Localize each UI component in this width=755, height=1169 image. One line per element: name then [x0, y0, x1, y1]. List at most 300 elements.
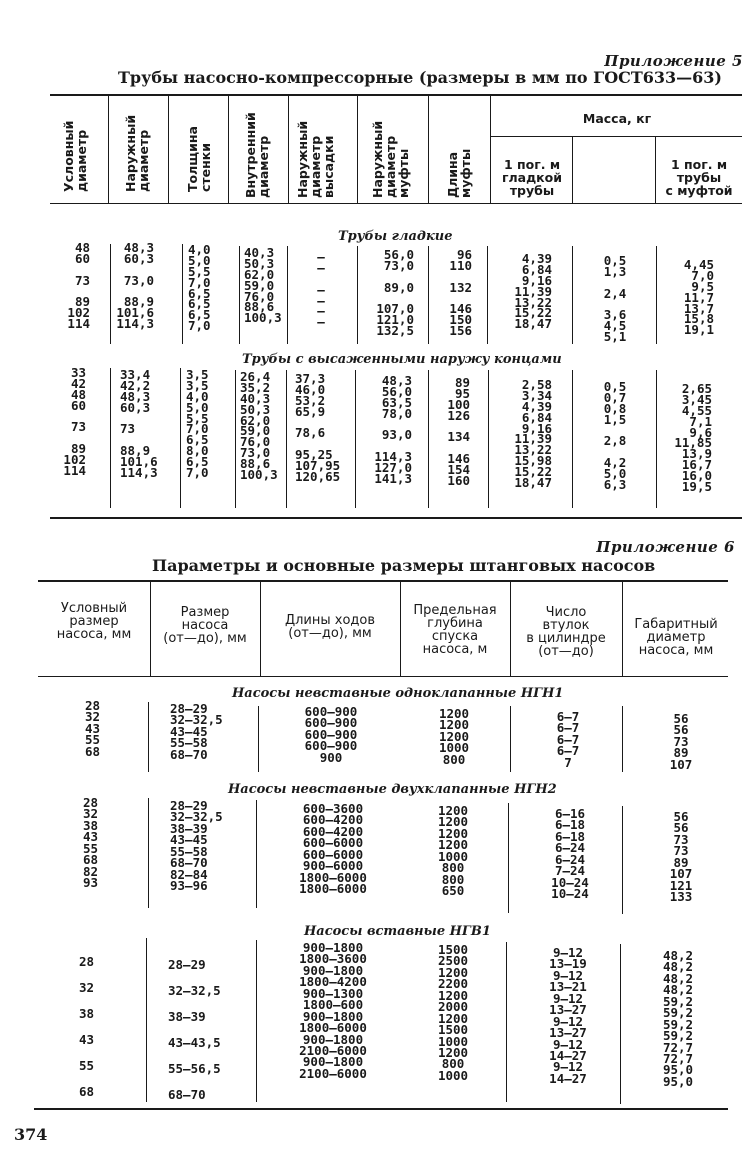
table-cell: 56,0 — [381, 383, 412, 399]
table-cell: 53,2 — [295, 392, 326, 408]
ngn2-col-depth — [410, 805, 496, 897]
table-cell: 48,2 — [662, 982, 694, 998]
table-cell: 114 — [63, 463, 86, 479]
t2-data-vline — [148, 798, 149, 908]
table-cell: 89 — [673, 745, 689, 761]
ngn2-col-stroke — [270, 803, 396, 895]
t2-header-nominal-size: Условный размер насоса, мм — [56, 601, 132, 642]
table-cell: 1800—6000 — [299, 881, 367, 897]
ngn1-col-outer — [646, 713, 716, 770]
table-cell: 48 — [74, 240, 90, 255]
header-mass-coupled: 1 пог. м трубы с муфтой — [665, 157, 733, 198]
table-cell: 1000 — [438, 740, 470, 756]
table-cell: 160 — [447, 473, 470, 489]
table-cell: 4,0 — [188, 242, 211, 257]
t1-vline — [490, 96, 491, 203]
table-cell: 9,16 — [521, 420, 552, 436]
t1-vline — [572, 137, 573, 203]
t2-data-vline — [510, 706, 511, 772]
table-cell: 62,0 — [240, 412, 271, 428]
table-cell: 13,22 — [514, 294, 552, 310]
table-cell: 13—21 — [549, 979, 587, 995]
table-cell: 6—7 — [556, 709, 580, 724]
table-cell: 5,5 — [188, 263, 211, 279]
table-cell: 6—18 — [554, 828, 586, 844]
table-cell: 133 — [669, 889, 693, 905]
table-cell: 56 — [673, 820, 689, 836]
smooth-col-coupling-mass — [590, 253, 640, 345]
t2-vline — [150, 582, 151, 676]
table-cell: 6—24 — [554, 851, 586, 867]
table-cell: 0,8 — [603, 400, 627, 416]
table-cell: — — [317, 292, 325, 308]
table-cell: 102 — [67, 305, 90, 321]
table-cell: 35,2 — [240, 379, 271, 395]
table-cell: 15,98 — [514, 453, 552, 469]
table-cell: 13,22 — [514, 442, 552, 458]
t2-data-vline — [256, 940, 257, 1102]
t1-data-vline — [488, 370, 489, 508]
table-cell: 9—12 — [552, 1013, 584, 1029]
table-cell: 1200 — [438, 728, 470, 744]
table-cell: 3,5 — [186, 377, 209, 393]
table-cell: 132,5 — [376, 323, 414, 339]
table-cell: 121 — [669, 877, 693, 893]
t1-data-vline — [428, 246, 429, 344]
table-cell: 900—6000 — [302, 858, 364, 874]
table-cell: 73 — [673, 733, 689, 749]
table-cell: 900 — [319, 749, 343, 765]
table1-top-rule — [50, 94, 742, 96]
table-cell: 9,16 — [521, 272, 552, 288]
table-cell: 50,3 — [240, 401, 271, 417]
table-cell: 107 — [669, 866, 693, 882]
table-cell: 3,6 — [603, 307, 627, 323]
ngn2-col-size — [170, 800, 260, 892]
table-cell: 48,2 — [662, 948, 694, 963]
table-cell: 134 — [447, 429, 470, 445]
t2-data-vline — [620, 944, 621, 1104]
table-cell: 2,58 — [521, 377, 552, 392]
table-cell: 28—29 — [168, 957, 206, 972]
table-cell: 1800—6000 — [299, 869, 367, 885]
section-ngv1: Насосы вставные НГВ1 — [304, 924, 491, 939]
table-cell: 114 — [67, 316, 90, 332]
table-cell: 15,22 — [514, 305, 552, 321]
table-cell: 16,0 — [681, 468, 712, 484]
table-cell: 43—45 — [170, 832, 208, 848]
table-cell: 1800—6000 — [299, 1020, 367, 1036]
table-cell: 19,1 — [683, 322, 714, 338]
t2-header-pump-size: Размер насоса (от—до), мм — [163, 605, 247, 646]
section-ngn2: Насосы невставные двухклапанные НГН2 — [228, 782, 557, 797]
table-cell: 42,2 — [120, 377, 151, 393]
table-cell: 141,3 — [374, 471, 412, 487]
table-cell: 73,0 — [123, 272, 154, 288]
table-cell: 10—24 — [551, 886, 589, 902]
table-cell: 100,3 — [240, 467, 278, 483]
table-cell: 2100—6000 — [299, 1065, 367, 1081]
ngv1-col-outer — [642, 950, 714, 1087]
t2-data-vline — [148, 702, 149, 772]
table-cell: 73 — [673, 843, 689, 859]
t1-data-vline — [287, 246, 288, 344]
table-cell: 600—900 — [304, 726, 358, 742]
table2-title: Параметры и основные размеры штанговых насосов — [152, 556, 656, 575]
table-cell: 100 — [447, 396, 470, 412]
table-cell: 1000 — [437, 848, 469, 864]
table-cell: 9,5 — [691, 278, 714, 294]
table-cell: 4,0 — [186, 388, 209, 404]
t2-data-vline — [508, 803, 509, 913]
table-cell: 6,5 — [188, 285, 211, 301]
appendix-6-label: Приложение 6 — [596, 538, 735, 556]
table-cell: 1200 — [437, 825, 469, 841]
table-cell: 82—84 — [170, 866, 208, 882]
smooth-col-coupling-length — [434, 247, 472, 339]
t1-data-vline — [487, 246, 488, 344]
table-cell: 38—39 — [168, 1009, 206, 1025]
table-cell: 43—45 — [170, 723, 208, 739]
table-cell: 48 — [70, 386, 86, 402]
table-cell: 2000 — [437, 999, 469, 1015]
table-cell: 93—96 — [170, 878, 208, 894]
table-cell: 114,3 — [120, 465, 158, 481]
table-cell: 9—12 — [552, 1036, 584, 1052]
table-cell: 42 — [70, 375, 86, 391]
table-cell: 1500 — [437, 1022, 469, 1038]
table-cell: 73 — [74, 272, 90, 288]
table-cell: 48,2 — [662, 970, 694, 986]
table-cell: 55—56,5 — [168, 1061, 221, 1077]
ngv1-col-liners — [528, 947, 608, 1084]
table-cell: 100,3 — [244, 310, 282, 326]
ngv1-col-nominal — [54, 949, 94, 1106]
table-cell: 101,6 — [120, 454, 158, 470]
header-wall: Толщина стенки — [185, 126, 213, 192]
table-cell: 9,6 — [689, 424, 712, 440]
table-cell: 55 — [84, 732, 100, 748]
table-cell: 68 — [78, 1084, 94, 1100]
table-cell: 68—70 — [170, 746, 208, 762]
table-cell: — — [317, 259, 325, 275]
table-cell: 1200 — [437, 1044, 469, 1060]
table-cell: 600—900 — [304, 704, 358, 719]
table-cell: 88,6 — [244, 299, 275, 315]
header-mass: Масса, кг — [582, 111, 652, 126]
t1-vline — [168, 96, 169, 203]
table-cell: 1800—4200 — [299, 974, 367, 990]
table-cell: 56,0 — [383, 247, 414, 262]
table-cell: — — [317, 314, 325, 330]
ngn1-col-liners — [532, 711, 604, 768]
table-cell: 82 — [82, 863, 98, 879]
table-cell: 2500 — [437, 953, 469, 969]
table-cell: 4,39 — [521, 251, 552, 266]
table-cell: 13—19 — [549, 956, 587, 972]
smooth-col-wall — [188, 242, 222, 334]
t1-data-vline — [182, 244, 183, 344]
table-cell: 38 — [82, 817, 98, 833]
table-cell: 26,4 — [240, 369, 271, 384]
ngv1-col-size — [168, 952, 258, 1109]
t2-data-vline — [256, 800, 257, 908]
table-cell: 6—16 — [554, 806, 586, 821]
ngn2-col-outer — [646, 811, 716, 903]
table-cell: 5,1 — [603, 329, 627, 345]
table-cell: 13,7 — [683, 300, 714, 316]
t2-vline — [260, 582, 261, 676]
table-cell: 59,2 — [662, 1028, 694, 1044]
table-cell: 102 — [63, 452, 86, 468]
table-cell: 3,5 — [186, 367, 209, 382]
table-cell: 40,3 — [240, 390, 271, 406]
table-cell: 5,0 — [186, 399, 209, 415]
mass-header-rule — [490, 136, 742, 137]
ngn1-col-depth — [410, 708, 498, 765]
table-cell: 37,3 — [295, 371, 326, 386]
table-cell: 95,0 — [662, 1073, 694, 1089]
table-cell: 73 — [673, 831, 689, 847]
table-cell: 7,0 — [186, 421, 209, 437]
table-cell: 121,0 — [376, 312, 414, 328]
table-cell: 1200 — [438, 706, 470, 721]
table-cell: 8,0 — [186, 443, 209, 459]
table-cell: 63,5 — [381, 394, 412, 410]
table-cell: 28—29 — [170, 701, 208, 716]
table-cell: 95 — [454, 385, 470, 401]
table-cell: 1,3 — [603, 263, 627, 279]
table-cell: 60,3 — [123, 250, 154, 266]
table-cell: 800 — [441, 860, 465, 876]
table-cell: 73,0 — [240, 445, 271, 461]
table1-header-rule — [50, 203, 742, 204]
table-cell: 6,84 — [521, 409, 552, 425]
table-cell: 55 — [78, 1058, 94, 1074]
smooth-col-cond-diam — [60, 240, 90, 332]
table-cell: 1200 — [437, 987, 469, 1003]
table-cell: 68 — [84, 743, 100, 759]
upset-col-inner-diam — [240, 369, 284, 483]
table-cell: 32—32,5 — [168, 983, 221, 999]
table-cell: 55—58 — [170, 735, 208, 751]
table-cell: 107,0 — [376, 301, 414, 317]
table-cell: 73 — [70, 419, 86, 435]
table-cell: 146 — [447, 451, 470, 467]
smooth-col-coupling-diam — [362, 247, 414, 339]
table-cell: 6,5 — [186, 432, 209, 448]
table-cell: 32 — [78, 980, 94, 996]
table-cell: 78,0 — [381, 405, 412, 421]
table-cell: 156 — [449, 323, 472, 339]
t1-data-vline — [572, 370, 573, 508]
table-cell: 46,0 — [295, 381, 326, 397]
upset-col-coupling-length — [434, 375, 470, 489]
t2-data-vline — [146, 938, 147, 1102]
table-cell: 900—1800 — [302, 940, 364, 955]
table-cell: 13,9 — [681, 446, 712, 462]
header-outer-diam: Наружный диаметр — [123, 114, 151, 192]
upset-col-upset-diam — [295, 371, 350, 485]
table-cell: 72,7 — [662, 1050, 694, 1066]
upset-col-wall — [186, 367, 222, 481]
table-cell: 14—27 — [549, 1070, 587, 1086]
t2-data-vline — [506, 942, 507, 1102]
table-cell: 600—6000 — [302, 846, 364, 862]
table-cell: 110 — [449, 257, 472, 273]
table-cell: 89 — [74, 294, 90, 310]
t1-data-vline — [428, 370, 429, 508]
table2-top-rule — [38, 580, 728, 582]
table-cell: 48,3 — [381, 373, 412, 388]
t1-data-vline — [572, 246, 573, 344]
table-cell: 32—32,5 — [170, 712, 223, 728]
smooth-col-mass-coupled — [666, 257, 714, 338]
table1-title: Трубы насосно-компрессорные (размеры в мм по ГОСТ633—63) — [118, 68, 722, 87]
t1-data-vline — [110, 368, 111, 508]
table-cell: 59,2 — [662, 993, 694, 1009]
header-inner-diam: Внутренний диаметр — [243, 112, 271, 198]
table-cell: 600—6000 — [302, 835, 364, 851]
table-cell: 55 — [82, 840, 98, 856]
smooth-col-upset-diam — [300, 249, 342, 330]
upset-col-outer-diam — [120, 367, 168, 481]
table-cell: 7,0 — [188, 318, 211, 334]
table-cell: 7,0 — [188, 274, 211, 290]
table-cell: 33 — [70, 365, 86, 380]
table-cell: 59,0 — [240, 423, 271, 439]
table-cell: 32—32,5 — [170, 809, 223, 825]
table1-bottom-rule — [50, 517, 742, 519]
t2-vline — [622, 582, 623, 676]
smooth-col-mass-smooth — [500, 251, 552, 332]
table-cell: 6,5 — [186, 454, 209, 470]
t1-vline — [428, 96, 429, 203]
table-cell: 65,9 — [295, 403, 326, 419]
table2-bottom-rule — [34, 1108, 728, 1110]
table-cell: 55—58 — [170, 843, 208, 859]
table-cell: 56 — [673, 722, 689, 738]
t1-data-vline — [235, 370, 236, 508]
table-cell: 38 — [78, 1006, 94, 1022]
t2-vline — [400, 582, 401, 676]
table-cell: 9—12 — [552, 945, 584, 960]
ngv1-col-stroke — [270, 942, 396, 1079]
table-cell: 89 — [454, 375, 470, 390]
table-cell: 48,2 — [662, 959, 694, 975]
table-cell: 800 — [441, 871, 465, 887]
table-cell: 6—18 — [554, 817, 586, 833]
table-cell: 5,5 — [186, 410, 209, 426]
t2-header-max-depth: Предельная глубина спуска насоса, м — [413, 603, 497, 657]
table-cell: 114,3 — [116, 316, 154, 332]
smooth-col-outer-diam — [112, 240, 154, 332]
table-cell: 43 — [78, 1032, 94, 1048]
table-cell: 1500 — [437, 942, 469, 957]
table-cell: 59,2 — [662, 1016, 694, 1032]
table-cell: 6—7 — [556, 743, 580, 759]
table-cell: 127,0 — [374, 460, 412, 476]
table-cell: 3,34 — [521, 387, 552, 403]
section-smooth-tubes: Трубы гладкие — [338, 229, 453, 244]
header-coupling-diam: Наружный диаметр муфты — [370, 120, 411, 198]
smooth-col-inner-diam — [244, 245, 284, 326]
table-cell: 89 — [70, 441, 86, 457]
table-cell: 62,0 — [244, 266, 275, 282]
table-cell: 18,47 — [514, 475, 552, 491]
table-cell: 43—43,5 — [168, 1035, 221, 1051]
page-number: 374 — [14, 1125, 48, 1144]
t1-data-vline — [656, 370, 657, 508]
table-cell: 600—4200 — [302, 812, 364, 828]
table-cell: 11,39 — [514, 283, 552, 299]
table-cell: 2,8 — [603, 433, 627, 449]
table-cell: 93,0 — [381, 427, 412, 443]
table-cell: 600—900 — [304, 738, 358, 754]
table-cell: 89 — [673, 854, 689, 870]
table-cell: 900—1800 — [302, 962, 364, 978]
table-cell: 73,0 — [383, 257, 414, 273]
table-cell: 0,5 — [603, 379, 627, 394]
table-cell: 18,47 — [514, 316, 552, 332]
t1-vline — [357, 96, 358, 203]
table-cell: 2100—6000 — [299, 1042, 367, 1058]
table-cell: 2200 — [437, 976, 469, 992]
ngn1-col-stroke — [276, 706, 386, 763]
table-cell: 107,95 — [295, 458, 341, 474]
table-cell: — — [317, 249, 325, 264]
t1-data-vline — [286, 370, 287, 508]
t2-vline — [510, 582, 511, 676]
t1-vline — [108, 96, 109, 203]
table-cell: 1200 — [437, 837, 469, 853]
table-cell: 7,0 — [186, 465, 209, 481]
table-cell: 2,4 — [603, 285, 627, 301]
table-cell: 0,7 — [603, 389, 627, 405]
t2-data-vline — [258, 706, 259, 772]
table-cell: 5,0 — [603, 466, 627, 482]
table-cell: 6,5 — [188, 307, 211, 323]
upset-col-coupling-mass — [590, 379, 640, 493]
table-cell: 88,9 — [123, 294, 154, 310]
table-cell: 6,5 — [188, 296, 211, 312]
table-cell: 28—29 — [170, 798, 208, 813]
table-cell: 7,0 — [691, 267, 714, 283]
table-cell: 78,6 — [295, 425, 326, 441]
table-cell: 28 — [84, 698, 100, 713]
table-cell: 56 — [673, 809, 689, 824]
table-cell: 59,2 — [662, 1005, 694, 1021]
table-cell: 28 — [78, 954, 94, 969]
table-cell: 50,3 — [244, 255, 275, 271]
header-upset-diam: Наружный диаметр высадки — [295, 120, 336, 198]
section-ngn1: Насосы невставные одноклапанные НГН1 — [232, 686, 564, 701]
upset-col-coupling-diam — [362, 373, 412, 487]
table-cell: 146 — [449, 301, 472, 317]
table-cell: 114,3 — [374, 449, 412, 465]
header-mass-smooth: 1 пог. м гладкой трубы — [501, 157, 563, 198]
table-cell: 32 — [84, 709, 100, 725]
table-cell: 76,0 — [244, 288, 275, 304]
table-cell: 13—27 — [549, 1025, 587, 1041]
table-cell: 1200 — [437, 814, 469, 830]
t1-data-vline — [656, 246, 657, 344]
table-cell: 16,7 — [681, 457, 712, 473]
table-cell: 96 — [456, 247, 472, 262]
table-cell: 154 — [447, 462, 470, 478]
table-cell: 6—7 — [556, 731, 580, 747]
table-cell: 1800—3600 — [299, 951, 367, 967]
